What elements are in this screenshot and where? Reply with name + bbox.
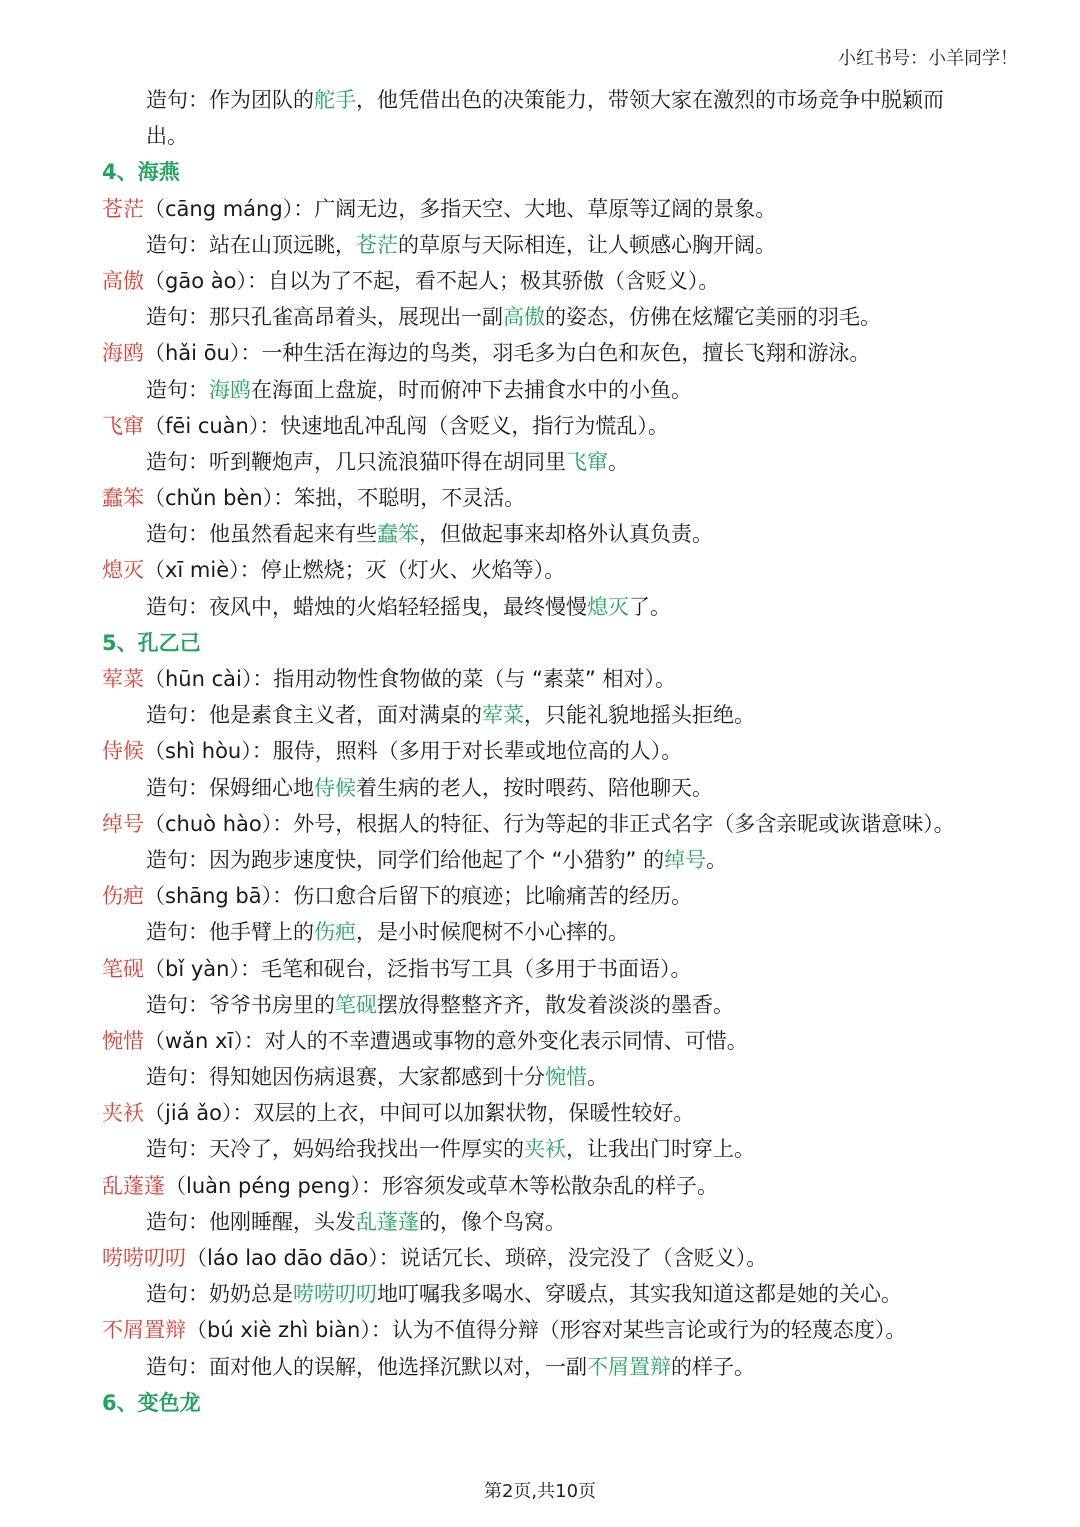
sentence-highlight: 高傲 — [503, 305, 545, 330]
sentence-highlight: 舵手 — [314, 88, 356, 112]
vocab-definition: （xī miè）：停止燃烧；灭（灯火、火焰等）。 — [144, 558, 566, 583]
vocab-entry — [102, 480, 1002, 516]
vocab-entry — [102, 408, 1002, 444]
vocab-definition: （luàn péng peng）：形容须发或草木等松散杂乱的样子。 — [165, 1173, 718, 1198]
sentence-text: 了。 — [629, 594, 671, 619]
vocab-term: 高傲 — [102, 268, 144, 293]
vocab-entry — [102, 806, 1002, 842]
intro-sentence-continued: 出。 — [146, 124, 188, 149]
intro-sentence — [102, 82, 1002, 118]
page-header: 小红书号：小羊同学！ — [838, 48, 1018, 69]
sentence-text: 造句：他是素食主义者，面对满桌的 — [146, 703, 482, 728]
sentence-text: 。 — [608, 449, 629, 474]
vocab-term: 惋惜 — [102, 1028, 144, 1053]
vocab-term: 飞窜 — [102, 413, 144, 438]
sentence-text: 在海面上盘旋，时而俯冲下去捕食水中的小鱼。 — [251, 377, 692, 402]
sentence-text: 的姿态，仿佛在炫耀它美丽的羽毛。 — [545, 305, 881, 330]
sections — [102, 154, 1002, 1421]
sentence-text: 造句：那只孔雀高昂着头，展现出一副 — [146, 305, 503, 330]
vocab-term: 侍候 — [102, 739, 144, 764]
example-sentence — [102, 1349, 1002, 1385]
sentence-highlight: 不屑置辩 — [587, 1354, 671, 1379]
section-title: 4、海燕 — [102, 160, 180, 185]
sentence-text: 造句：爷爷书房里的 — [146, 992, 335, 1017]
vocab-term: 笔砚 — [102, 956, 144, 981]
vocab-definition: （cāng máng）：广阔无边，多指天空、大地、草原等辽阔的景象。 — [144, 196, 777, 221]
example-sentence — [102, 697, 1002, 733]
page-footer: 第2页,共10页 — [483, 1481, 597, 1502]
sentence-highlight: 侍候 — [314, 775, 356, 800]
vocab-term: 荤菜 — [102, 667, 144, 691]
vocab-entry — [102, 1312, 1002, 1348]
vocab-term: 夹袄 — [102, 1101, 144, 1126]
example-sentence — [102, 372, 1002, 408]
vocab-term: 苍茫 — [102, 196, 144, 221]
sentence-highlight: 海鸥 — [209, 377, 251, 402]
sentence-text: 的草原与天际相连，让人顿感心胸开阔。 — [398, 232, 776, 257]
vocab-entry — [102, 1240, 1002, 1276]
vocab-entry — [102, 1168, 1002, 1204]
section-title: 6、变色龙 — [102, 1390, 201, 1415]
example-sentence — [102, 842, 1002, 878]
vocab-entry — [102, 878, 1002, 914]
sentence-highlight: 笔砚 — [335, 992, 377, 1017]
vocab-definition: （jiá ǎo）：双层的上衣，中间可以加絮状物，保暖性较好。 — [144, 1101, 695, 1126]
example-sentence — [102, 770, 1002, 806]
sentence-text: 造句：听到鞭炮声，几只流浪猫吓得在胡同里 — [146, 449, 566, 474]
vocab-term: 伤疤 — [102, 884, 144, 909]
vocab-definition: （chuò hào）：外号，根据人的特征、行为等起的非正式名字（多含亲昵或诙谐意味）。 — [144, 811, 955, 836]
sentence-text: 造句：站在山顶远眺， — [146, 232, 356, 257]
vocab-definition: （bú xiè zhì biàn）：认为不值得分辩（形容对某些言论或行为的轻蔑态度）。 — [186, 1318, 907, 1343]
example-sentence — [102, 516, 1002, 552]
example-sentence — [102, 589, 1002, 625]
vocab-definition: （bǐ yàn）：毛笔和砚台，泛指书写工具（多用于书面语）。 — [144, 956, 692, 981]
vocab-definition: （fēi cuàn）：快速地乱冲乱闯（含贬义，指行为慌乱）。 — [144, 413, 669, 438]
example-sentence — [102, 914, 1002, 950]
sentence-highlight: 熄灭 — [587, 594, 629, 619]
sentence-highlight: 苍茫 — [356, 232, 398, 257]
sentence-text: ，只能礼貌地摇头拒绝。 — [524, 703, 755, 728]
sentence-text: 造句：得知她因伤病退赛，大家都感到十分 — [146, 1065, 545, 1090]
vocab-entry — [102, 1023, 1002, 1059]
sentence-text: 。 — [587, 1065, 608, 1090]
sentence-text: 造句：他虽然看起来有些 — [146, 522, 377, 547]
sentence-highlight: 蠢笨 — [377, 522, 419, 547]
vocab-term: 熄灭 — [102, 558, 144, 583]
vocab-definition: （wǎn xī）：对人的不幸遭遇或事物的意外变化表示同情、可惜。 — [144, 1028, 748, 1053]
sentence-text: 摆放得整整齐齐，散发着淡淡的墨香。 — [377, 992, 734, 1017]
example-sentence — [102, 1276, 1002, 1312]
vocab-term: 唠唠叨叨 — [102, 1246, 186, 1270]
sentence-text: 造句：他手臂上的 — [146, 920, 314, 945]
sentence-text: ，但做起事来却格外认真负责。 — [419, 522, 713, 547]
vocab-term: 绰号 — [102, 811, 144, 836]
sentence-text: 的样子。 — [671, 1354, 755, 1379]
vocab-entry — [102, 335, 1002, 371]
example-sentence — [102, 299, 1002, 335]
sentence-text: 造句： — [146, 377, 209, 402]
example-sentence — [102, 1131, 1002, 1167]
sentence-text: 造句：保姆细心地 — [146, 775, 314, 800]
vocab-definition: （chǔn bèn）：笨拙，不聪明，不灵活。 — [144, 486, 526, 511]
vocab-term: 海鸥 — [102, 341, 144, 366]
vocab-definition: （gāo ào）：自以为了不起，看不起人；极其骄傲（含贬义）。 — [144, 268, 720, 293]
example-sentence — [102, 227, 1002, 263]
sentence-text: 造句：奶奶总是 — [146, 1282, 293, 1307]
sentence-highlight: 乱蓬蓬 — [356, 1209, 419, 1234]
vocab-definition: （hūn cài）：指用动物性食物做的菜（与 “素菜” 相对）。 — [144, 667, 676, 691]
vocab-entry — [102, 552, 1002, 588]
sentence-highlight: 伤疤 — [314, 920, 356, 945]
sentence-text: 造句：作为团队的 — [146, 88, 314, 112]
vocab-entry — [102, 661, 1002, 697]
sentence-highlight: 惋惜 — [545, 1065, 587, 1090]
sentence-highlight: 飞窜 — [566, 449, 608, 474]
section-title: 5、孔乙己 — [102, 630, 201, 655]
vocab-term: 蠢笨 — [102, 486, 144, 511]
sentence-text: 造句：因为跑步速度快，同学们给他起了个 “小猎豹” 的 — [146, 847, 665, 872]
vocab-definition: （láo lao dāo dāo）：说话冗长、琐碎，没完没了（含贬义）。 — [186, 1246, 768, 1270]
sentence-text: 造句：面对他人的误解，他选择沉默以对，一副 — [146, 1354, 587, 1379]
example-sentence — [102, 444, 1002, 480]
page-content — [102, 82, 1002, 1421]
sentence-text: 地叮嘱我多喝水、穿暖点，其实我知道这都是她的关心。 — [377, 1282, 902, 1307]
vocab-entry — [102, 1095, 1002, 1131]
vocab-term: 不屑置辩 — [102, 1318, 186, 1343]
example-sentence — [102, 1204, 1002, 1240]
sentence-text: ，他凭借出色的决策能力，带领大家在激烈的市场竞争中脱颖而 — [356, 88, 944, 112]
vocab-entry — [102, 191, 1002, 227]
sentence-text: 造句：天冷了，妈妈给我找出一件厚实的 — [146, 1137, 524, 1162]
vocab-definition: （shì hòu）：服侍，照料（多用于对长辈或地位高的人）。 — [144, 739, 683, 764]
sentence-highlight: 绰号 — [664, 847, 707, 872]
sentence-text: 造句：夜风中，蜡烛的火焰轻轻摇曳，最终慢慢 — [146, 594, 587, 619]
vocab-entry — [102, 733, 1002, 769]
sentence-highlight: 夹袄 — [524, 1137, 566, 1162]
sentence-highlight: 唠唠叨叨 — [293, 1282, 377, 1307]
example-sentence — [102, 987, 1002, 1023]
vocab-entry — [102, 951, 1002, 987]
example-sentence — [102, 1059, 1002, 1095]
sentence-text: 着生病的老人，按时喂药、陪他聊天。 — [356, 775, 713, 800]
sentence-highlight: 荤菜 — [482, 703, 524, 728]
vocab-definition: （hǎi ōu）：一种生活在海边的鸟类，羽毛多为白色和灰色，擅长飞翔和游泳。 — [144, 341, 871, 366]
sentence-text: 造句：他刚睡醒，头发 — [146, 1209, 356, 1234]
sentence-text: ，让我出门时穿上。 — [566, 1137, 755, 1162]
sentence-text: 的，像个鸟窝。 — [419, 1209, 566, 1234]
vocab-definition: （shāng bā）：伤口愈合后留下的痕迹；比喻痛苦的经历。 — [144, 884, 693, 909]
vocab-term: 乱蓬蓬 — [102, 1173, 165, 1198]
sentence-text: 。 — [706, 847, 728, 872]
sentence-text: ，是小时候爬树不小心摔的。 — [356, 920, 629, 945]
vocab-entry — [102, 263, 1002, 299]
